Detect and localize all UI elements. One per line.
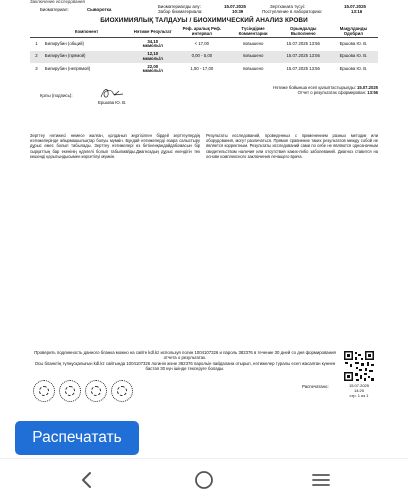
row-approved: Ершова Ю. В.	[339, 40, 368, 46]
lab-received-label-ru: Поступление в лабораторию:	[262, 9, 323, 14]
row-approved: Ершова Ю. В.	[329, 51, 378, 64]
disclaimer-kk: Зерттеу нәтижесі немесе жалған, қолданып жүргізілген бірдей зерттеулердің нәтижелерінде айырмашылықтар болуы мүмкін. Бұндай нәтижелерді өзара салыстыру дұрыс емес болып табылады. Зерттеу нәтижелері өз бетіненқандайдабомасын бір сырқаттың бар екенінің ңдәлелі болып табылмайды.Диагноздың дұрыс екендігін тек кешенді қорытындысымен көрсетілуі мүмкін.	[30, 133, 200, 159]
row-ref: < 17,00	[194, 40, 210, 46]
report-date: 15.07.2025	[357, 85, 378, 90]
row-performed: 15.07.2025 13:56	[278, 51, 329, 64]
signature-scribble	[98, 85, 126, 101]
row-value: 34,10	[147, 38, 159, 44]
lab-received-date: 15.07.2025	[344, 4, 366, 9]
component-header: Компонент	[43, 25, 131, 38]
row-approved: Ершова Ю. В.	[339, 66, 368, 72]
row-unit: мкмоль/л	[142, 43, 163, 49]
verify-text	[30, 350, 340, 372]
row-ref: 0,00 - 5,00	[175, 51, 228, 64]
biomaterial-value: Сыворотка	[87, 7, 112, 12]
report-time-value: 13:56	[367, 90, 378, 95]
results-table	[30, 25, 378, 76]
top-cut-text: Заключение исследования	[30, 0, 85, 4]
row-performed: 15.07.2025 13:56	[286, 66, 320, 72]
row-unit: мкмоль/л	[142, 68, 163, 74]
comments-header: Түсіндірме Комментарии	[229, 25, 278, 38]
lab-received-label: Зертханаға түсуі:	[270, 4, 305, 9]
biomaterial-label: Биоматериал:	[40, 7, 69, 12]
printed-label: Распечатано:	[302, 384, 329, 389]
android-nav-bar	[0, 458, 408, 501]
row-comment: повышено	[229, 51, 278, 64]
disclaimer-ru: Результаты исследований, проведенных с применением разных методик или оборудования, могут различаться. Прямое сравнение таких результатов между собой не является корректным. Результаты исследований сами по себе не являются однозначным свидетельством наличия или отсутствия каких-либо заболеваний. Диагноз ставится на основе комплексного заключения лечащего врача.	[206, 133, 378, 159]
qr-code-icon	[343, 350, 375, 382]
row-num: 2	[30, 51, 43, 64]
performed-header: Орындалды Выполнено	[278, 25, 329, 38]
page-counter: стр. 1 из 1	[349, 392, 369, 398]
bio-received-label: Биоматериалды алу:	[158, 4, 201, 9]
row-unit: мкмоль/л	[142, 55, 163, 61]
report-time	[232, 85, 378, 95]
verify-ru: Проверить подлинность данного бланка можно на сайте kdl.kz используя логин 1004107326 и пароль 382376 в течение 30 дней со дня формирования отчета о результатах.	[34, 350, 336, 361]
lab-received-time: 13:16	[351, 9, 363, 14]
row-value: 12,10	[147, 51, 159, 57]
row-result	[130, 51, 175, 64]
table-row	[30, 38, 378, 51]
row-value: 22,00	[147, 63, 159, 69]
ref-header: Реф. аралық Реф. интервал	[175, 25, 228, 38]
stamp-icon	[33, 380, 55, 402]
menu-lines-icon[interactable]	[308, 467, 334, 493]
row-comment: повышено	[242, 66, 264, 72]
print-button[interactable]: Распечатать	[15, 421, 139, 455]
printed-date: 15.07.2025	[348, 383, 370, 388]
row-component: Билирубин (непрямой)	[44, 66, 91, 72]
analysis-title: БИОХИМИЯЛЫҚ ТАЛДАУЫ / БИОХИМИЧЕСКИЙ АНАЛИЗ КРОВИ	[100, 17, 308, 24]
bio-received-label-ru: Забор биоматериала:	[158, 9, 203, 14]
table-row	[30, 51, 378, 64]
row-component: Билирубин (общий)	[44, 40, 84, 46]
printed-time: 14:25	[353, 387, 364, 393]
row-performed: 15.07.2025 13:56	[286, 40, 320, 46]
bio-received-date: 15.07.2025	[224, 4, 246, 9]
chevron-left-icon[interactable]	[74, 467, 100, 493]
table-row	[30, 63, 378, 76]
bio-received-time: 10:39	[232, 9, 244, 14]
verify-kk: Осы бланктің түпнұсқалығын kdl.kz сайтында 1004107326 логинін және 382376 парольін пайдалана отырып, нәтижелер туралы есеп жасалған күннен бастап 30 күн ішінде тексеруге болады.	[34, 360, 336, 372]
signature-name: Ершова Ю. В.	[98, 100, 127, 105]
stamp-icon	[111, 380, 133, 402]
printed-info	[340, 384, 378, 398]
signature-label: Қолы (подпись):	[40, 93, 73, 98]
stamp-icon	[85, 380, 107, 402]
signature-block	[36, 85, 146, 115]
accreditation-stamps	[33, 380, 133, 402]
row-component: Билирубин (прямой)	[43, 51, 131, 64]
report-line1: Нәтиже бойынша есеп қалыптастырылды: 15.07.2025	[273, 85, 378, 90]
row-num: 3	[35, 66, 38, 72]
circle-home-icon[interactable]	[191, 467, 217, 493]
report-line2: Отчет о результатах сформирован: 13:56	[297, 90, 378, 95]
result-header: Нәтиже Результат	[130, 25, 175, 38]
stamp-icon	[59, 380, 81, 402]
table-header-row	[30, 25, 378, 38]
row-result	[130, 38, 175, 51]
approved-header: Мақұлданды Одобрил	[329, 25, 378, 38]
row-ref: 1,50 - 17,00	[190, 66, 214, 72]
num-header	[30, 25, 43, 38]
row-result	[130, 63, 175, 76]
row-num: 1	[35, 40, 38, 46]
row-comment: повышено	[242, 40, 264, 46]
